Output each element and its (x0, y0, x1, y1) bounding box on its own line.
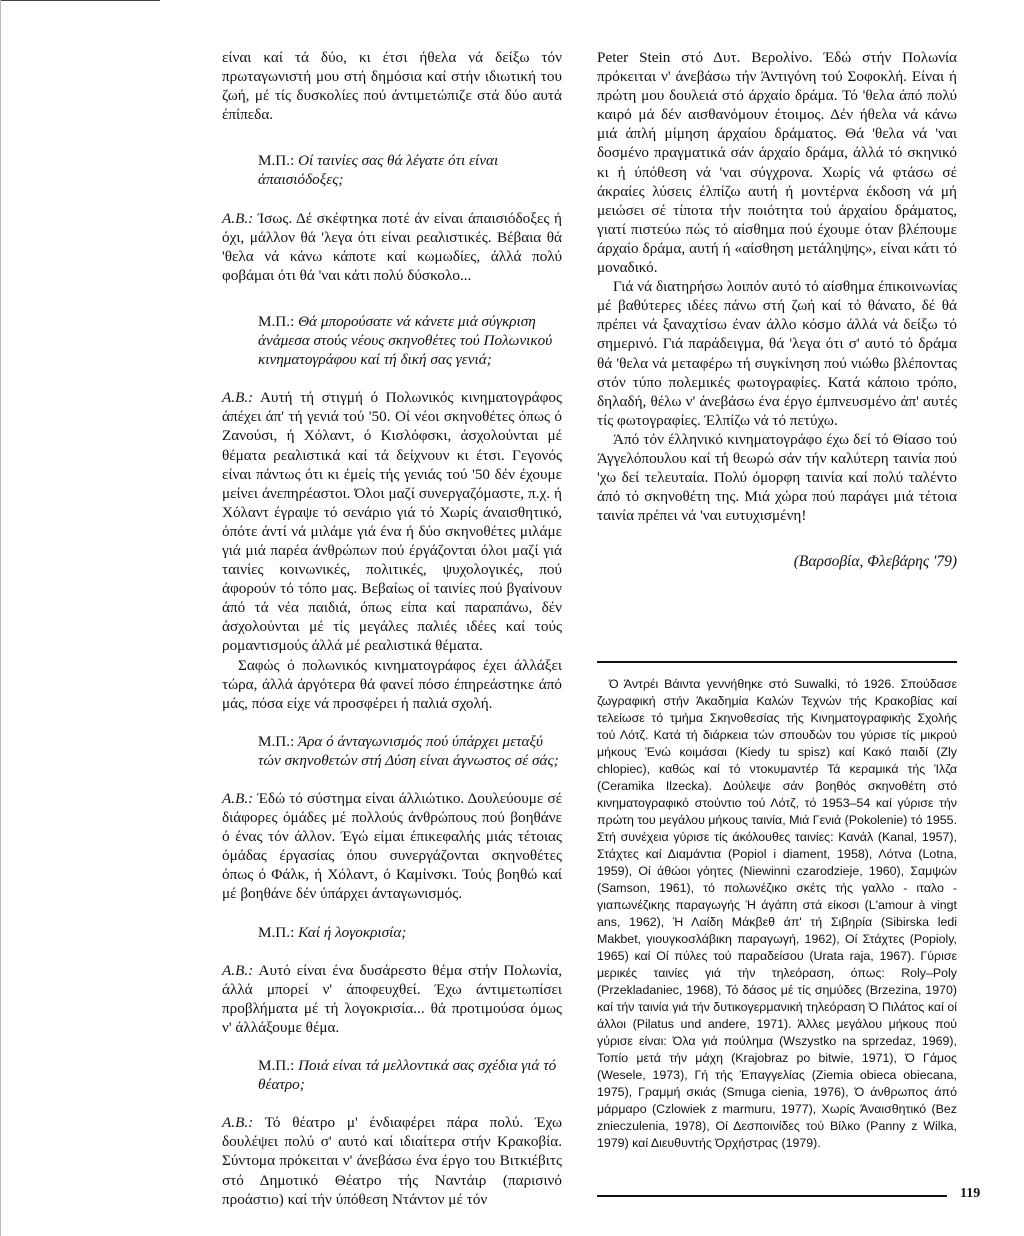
question-text: Άρα ό άνταγωνισμός πού ύπάρχει μεταξύ τών σκηνοθετών στή Δύση είναι άγνωστος σέ σάς; (258, 732, 559, 769)
scan-edge-line (0, 0, 1, 1236)
answer-text: Έδώ τό σύστημα είναι άλλιώτικο. Δουλεύουμε σέ διάφορες όμάδες μέ πολλούς άνθρώπους πού βοηθάνε ό ένας τόν άλλον. Έγώ είμαι έπικεφαλής μιάς τέτοιας όμάδας έργασίας όπου συνεργάζονται σκηνοθέτες όπως ό Φάλκ, ή Χόλαντ, ό Καμίνσκι. Τούς βοηθώ καί μέ βοηθάνε δέν ύπάρχει άνταγωνισμός. (222, 790, 563, 903)
interview-paragraph: είναι καί τά δύο, κι έτσι ήθελα νά δείξω τόν πρωταγωνιστή μου στή δημόσια καί στήν ιδιωτική του ζωή, μέ τίς δυσκολίες πού άντιμετώπιζε στά δύο αυτά έπίπεδα. (222, 49, 562, 124)
interview-paragraph: Peter Stein στό Δυτ. Βερολίνο. Έδώ στήν Πολωνία πρόκειται ν' άνεβάσω τήν Άντιγόνη τού Σοφοκλή. Είναι ή πρώτη μου δουλειά στό άρχαίο δράμα. Τό 'θελα άπό πολύ καιρό μά δέν αισθανόμουν έτοιμος. Δέν ήθελα νά κάνω μιά άπλή μίμηση άρχαίου δράματος. Θά 'θελα νά 'ναι δοσμένο πραγματικά σάν άρχαίο δράμα, άλλά τό σκηνικό κι ή ύπόθεση νά 'ναι σύγχρονα. Χωρίς νά φτάσω σέ άκραίες λύσεις έλπίζω αυτή ή μοντέρνα έκδοση νά μή μειώσει σέ τίποτα τήν ποιότητα τού άρχαίου δράματος, γιατί πιστεύω πώς τό αίσθημα πού έχουμε όταν βλέπουμε άρχαίο δράμα, αυτή ή «αίσθηση μετάληψης», είναι κάτι τό μοναδικό. (597, 49, 957, 277)
interviewee-label: Α.Β.: (222, 1114, 254, 1132)
interview-answer (222, 961, 562, 1037)
interviewee-label: Α.Β.: (222, 209, 254, 227)
interview-question (222, 1056, 562, 1094)
interviewer-label: Μ.Π.: (258, 312, 295, 330)
interview-paragraph: Άπό τόν έλληνικό κινηματογράφο έχω δεί τό Θίασο τού Άγγελόπουλου καί τή θεωρώ σάν τήν καλύτερη ταινία πού 'χω δεί τελευταία. Πολύ όμορφη ταινία καί πολύ ταλέντο άπό τό σκηνοθέτη της. Μιά χώρα πού παράγει μιά τέτοια ταινία πρέπει νά 'ναι ευτυχισμένη! (597, 430, 957, 525)
interviewer-label: Μ.Π.: (258, 1057, 295, 1075)
interview-answer (222, 388, 562, 655)
left-column (222, 48, 562, 1209)
interview-question (222, 151, 562, 189)
question-text: Θά μπορούσατε νά κάνετε μιά σύγκριση άνάμεσα στούς νέους σκηνοθέτες τού Πολωνικού κινηματογράφου καί τή δική σας γενιά; (258, 312, 553, 369)
interview-paragraph: Σαφώς ό πολωνικός κινηματογράφος έχει άλλάξει τώρα, άλλά άργότερα θά φανεί πόσο έπηρεάστηκε άπό μάς, πόσα είχε νά προσφέρει ή παλιά σχολή. (222, 656, 562, 712)
interviewee-label: Α.Β.: (222, 790, 254, 807)
section-divider (597, 661, 957, 663)
right-column (597, 48, 957, 571)
footer-rule (597, 1195, 947, 1197)
top-edge-rule (0, 0, 160, 1)
page-number: 119 (960, 1186, 981, 1201)
director-bio-note (597, 676, 957, 1152)
dateline-signature: (Βαρσοβία, Φλεβάρης '79) (793, 553, 957, 571)
answer-text: Αυτό είναι ένα δυσάρεστο θέμα στήν Πολωνία, άλλά μπορεί ν' άποφευχθεί. Έχω άντιμετωπίσει προβλήματα μέ τή λογοκρισία... θά προτιμούσα όμως ν' άλλάξουμε θέμα. (222, 961, 562, 1036)
answer-text: Αυτή τή στιγμή ό Πολωνικός κινηματογράφος άπέχει άπ' τή γενιά τού '50. Οί νέοι σκηνοθέτες όπως ό Ζανούσι, ή Χόλαντ, ό Κισλόφσκι, άσχολούνται μέ θέματα ρεαλιστικά καί τά δείχνουν κι έτσι. Γεγονός είναι πάντως ότι κι έμείς τής γενιάς τού '50 δέν έχουμε μείνει άνεπηρέαστοι. Όλοι μαζί συνεργαζόμαστε, π.χ. ή Χόλαντ έγραψε τό σενάριο γιά τό Χωρίς άναισθητικό, όπότε άντί νά μιλάμε γιά ένα ή δύο σκηνοθέτες μιλάμε γιά μιά παρέα άνθρώπων πού έργάζονται όλοι μαζί γιά ταινίες κοινωνικές, πολιτικές, ψυχολογικές, πού άφορούν τό τόπο μας. Βεβαίως οί ταινίες πού βγαίνουν άπό τά νέα παιδιά, όπως είπα καί παραπάνω, δέν άσχολούνται μέ τίς μεγάλες παλιές ιδέες καί τούς ρομαντισμούς άλλά μέ ρεαλιστικά θέματα. (222, 389, 562, 655)
bio-text: Ό Άντρέι Βάιντα γεννήθηκε στό Suwalki, τό 1926. Σπούδασε ζωγραφική στήν Άκαδημία Καλών Τεχνών τής Κρακοβίας καί τελείωσε τό τμήμα Σκηνοθεσίας τής Κινηματογραφικής Σχολής τού Λότζ. Κατά τή διάρκεια τών σπουδών του γύρισε τίς μικρού μήκους Ένώ κοιμάσαι (Kiedy tu spisz) καί Κακό παιδί (Zly chlopiec), καθώς καί τό ντοκυμαντέρ Τά κεραμικά τής Ίλζα (Ceramika Ilzecka). Δούλεψε σάν βοηθός σκηνοθέτη στό κινηματογραφικό στούντιο τού Λότζ, τό 1953–54 καί γύρισε τήν πρώτη του μεγάλου μήκους ταινία, Μιά Γενιά (Pokolenie) τό 1955. Στή συνέχεια γύρισε τίς άκόλουθες ταινίες: Κανάλ (Kanal, 1957), Στάχτες καί Διαμάντια (Popiol i diament, 1958), Λότνα (Lotna, 1959), Οί άθώοι γόητες (Niewinni czarodzieje, 1960), Σαμψών (Samson, 1961), τό πολωνέζικο σκέτς τής γαλλο - ιταλο - γιαπωνέζικης παραγωγής Ή άγάπη στά είκοσι (L'amour à vingt ans, 1962), Ή Λαίδη Μάκβεθ άπ' τή Σιβηρία (Sibirska ledi Makbet, γιουγκοσλάβικη παραγωγή, 1962), Οί Στάχτες (Popioly, 1965) καί Οί πύλες τού παραδείσου (Urata raja, 1967). Γύρισε μερικές ταινίες γιά τήν τηλεόραση, όπως: Roly–Poly (Przekladaniec, 1968), Τό δάσος μέ τίς σημύδες (Brzezina, 1970) καί τήν ταινία γιά τήν δυτικογερμανική τηλεόραση Ό Πιλάτος καί οί άλλοι (Pilatus und andere, 1971). Άλλες μεγάλου μήκους πού γύρισε είναι: Όλα γιά πούλημα (Wszystko na sprzedaz, 1969), Τοπίο μετά τήν μάχη (Krajobraz po bitwie, 1971), Ό Γάμος (Wesele, 1973), Γή τής Έπαγγελίας (Ziemia obieca obiecana, 1975), Γραμμή σκιάς (Smuga cienia, 1976), Ό άνθρωπος άπό μάρμαρο (Czlowiek z marmuru, 1977), Χωρίς Άναισθητικό (Bez znieczulenia, 1978), Οί Δεσποινίδες τού Βίλκο (Panny z Wilka, 1979) καί Διευθυντής Όρχήστρας (1979). (597, 677, 958, 1150)
interviewee-label: Α.Β.: (222, 961, 254, 979)
interview-answer (222, 209, 562, 285)
question-text: Οί ταινίες σας θά λέγατε ότι είναι άπαισιόδοξες; (258, 152, 499, 189)
interview-paragraph: Γιά νά διατηρήσω λοιπόν αυτό τό αίσθημα έπικοινωνίας μέ βαθύτερες ιδέες πάνω στή ζωή καί τό θάνατο, δέ θά πρέπει νά ξαναχτίσω έναν άλλο κόσμο άλλά νά δείξω τό σημερινό. Γιά παράδειγμα, θά 'λεγα ότι σ' αυτό τό δράμα θά 'θελα νά μεταφέρω τή συγκίνηση πού νιώθω βλέποντας στόν τύπο πολεμικές φωτογραφίες. Κατά κάποιο τρόπο, δηλαδή, θέλω ν' άνεβάσω ένα έργο έμπνευσμένο άπ' αυτές τίς φωτογραφίες. Έλπίζω νά τό πετύχω. (597, 278, 957, 429)
question-text: Καί ή λογοκρισία; (298, 923, 407, 941)
interview-question (222, 312, 562, 369)
interviewer-label: Μ.Π.: (258, 923, 295, 941)
question-text: Ποιά είναι τά μελλοντικά σας σχέδια γιά τό θέατρο; (258, 1057, 557, 1094)
interview-answer (222, 1113, 562, 1208)
interviewee-label: Α.Β.: (222, 389, 254, 407)
interview-question (222, 923, 562, 942)
interviewer-label: Μ.Π.: (258, 152, 295, 170)
interview-question (222, 732, 562, 770)
interview-answer (222, 789, 562, 904)
answer-text: Τό θέατρο μ' ένδιαφέρει πάρα πολύ. Έχω δουλέψει πολύ σ' αυτό καί ιδιαίτερα στήν Κρακοβία. Σύντομα πρόκειται ν' άνεβάσω ένα έργο του Βιτκιέβιτς στό Δημοτικό Θέατρο τής Ναντάιρ (παρισινό προάστιο) καί τήν ύπόθεση Ντάντον μέ τόν (222, 1114, 562, 1208)
answer-text: Ίσως. Δέ σκέφτηκα ποτέ άν είναι άπαισιόδοξες ή όχι, μάλλον θά 'λεγα ότι είναι ρεαλιστικές. Βέβαια θά 'θελα νά κάνω κάποτε καί κωμωδίες, άλλά πολύ φοβάμαι ότι θά 'ναι κάτι πολύ δύσκολο... (222, 209, 563, 284)
interviewer-label: Μ.Π.: (258, 732, 295, 750)
